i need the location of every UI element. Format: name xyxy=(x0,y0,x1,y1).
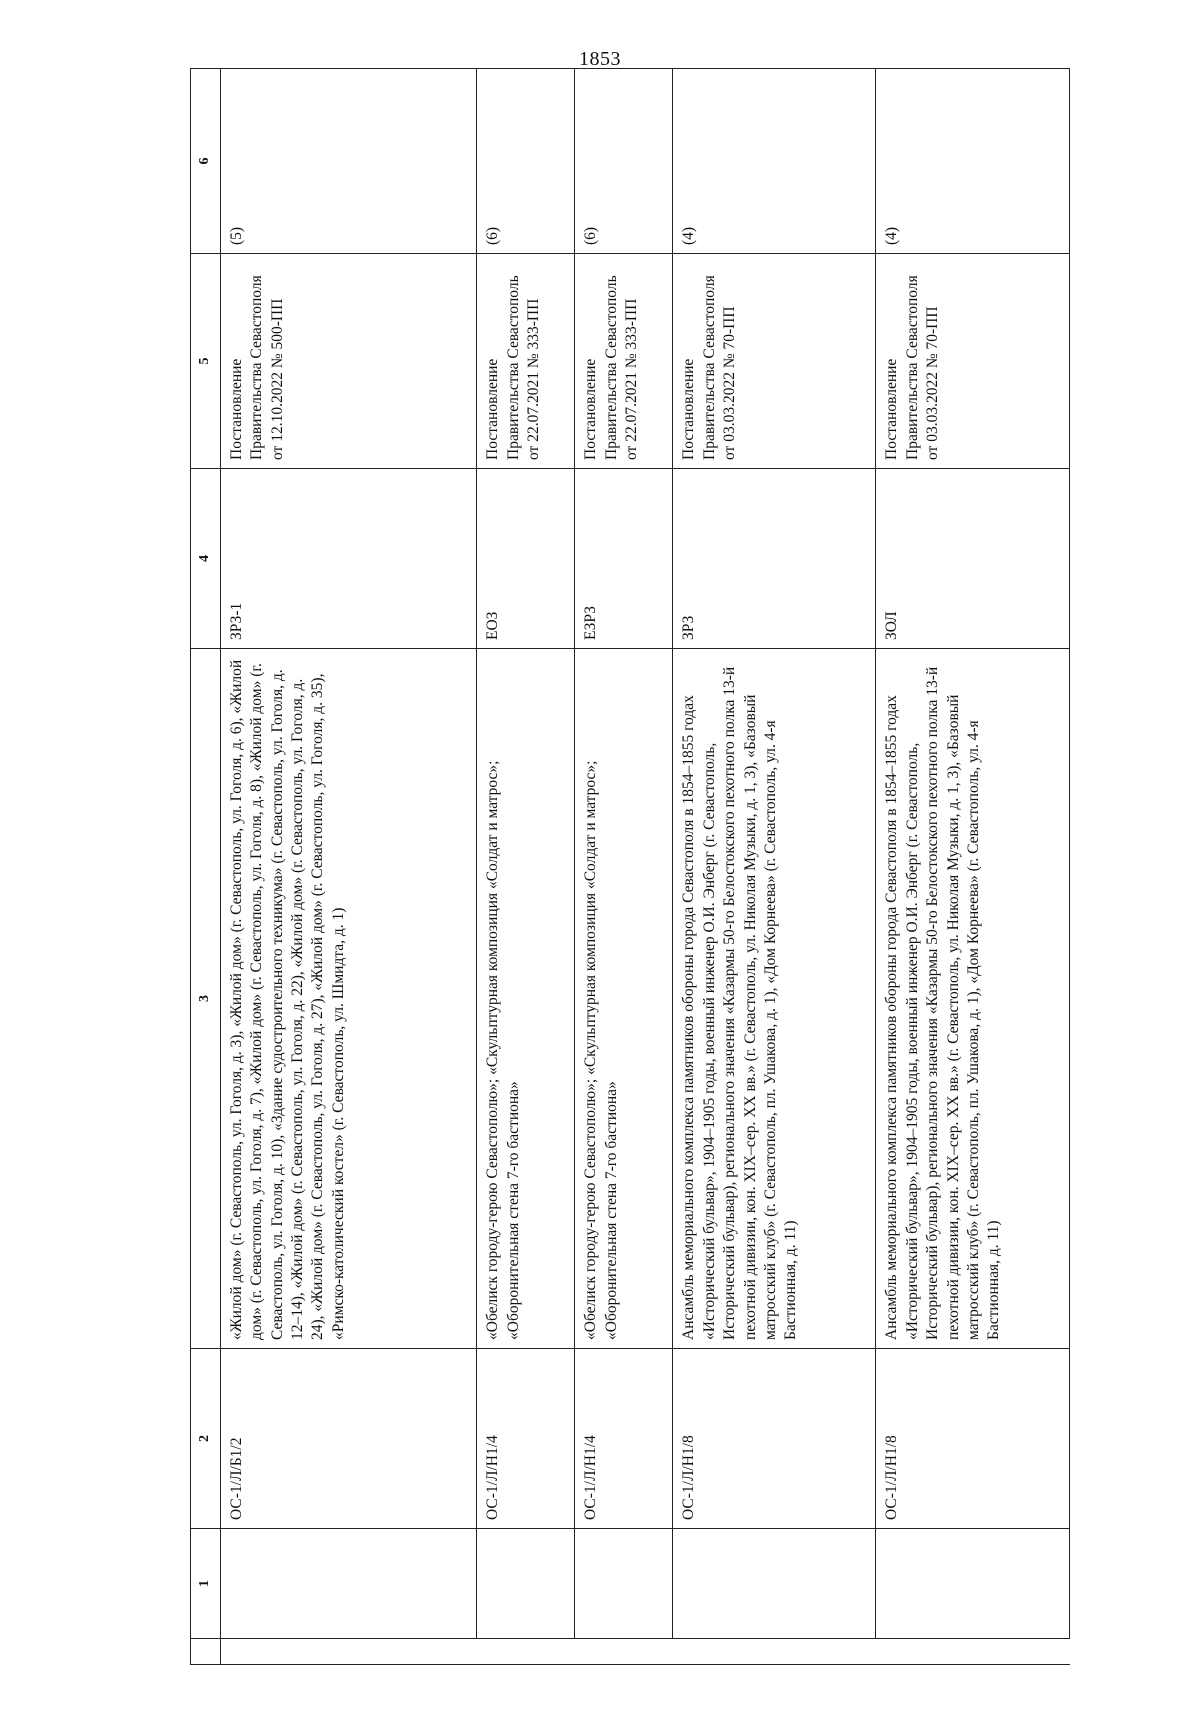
header-col-3: 3 xyxy=(191,649,221,1349)
cell-col6: (5) xyxy=(220,69,477,254)
header-col-6: 6 xyxy=(191,69,221,254)
cell-col1 xyxy=(876,1529,1070,1639)
cell-col6: (6) xyxy=(477,69,575,254)
cell-col1 xyxy=(220,1529,477,1639)
row-margin-cell xyxy=(477,1639,575,1665)
header-col-1: 1 xyxy=(191,1529,221,1639)
cell-col2: ОС-1/Л/Н1/8 xyxy=(876,1349,1070,1529)
cell-col3: Ансамбль мемориального комплекса памятников обороны города Севастополя в 1854–1855 годах «Исторический бульвар», 1904–1905 годы, военный инженер О.И. Энберг (г. Севастополь, Исторический бульвар), регионального значения «Казармы 50-го Белостокского пехотного полка 13-й пехотной дивизии, кон. XIX–сер. XX вв.» (г. Севастополь, ул. Николая Музыки, д. 1, 3), «Базовый матросский клуб» (г. Севастополь, пл. Ушакова, д. 1), «Дом Корнеева» (г. Севастополь, ул. 4-я Бастионная, д. 11) xyxy=(876,649,1070,1349)
cell-col6: (6) xyxy=(575,69,673,254)
cell-col1 xyxy=(477,1529,575,1639)
cell-col3: Ансамбль мемориального комплекса памятников обороны города Севастополя в 1854–1855 годах «Исторический бульвар», 1904–1905 годы, военный инженер О.И. Энберг (г. Севастополь, Исторический бульвар), регионального значения «Казармы 50-го Белостокского пехотного полка 13-й пехотной дивизии, кон. XIX–сер. XX вв.» (г. Севастополь, ул. Николая Музыки, д. 1, 3), «Базовый матросский клуб» (г. Севастополь, пл. Ушакова, д. 1), «Дом Корнеева» (г. Севастополь, ул. 4-я Бастионная, д. 11) xyxy=(673,649,876,1349)
table-row xyxy=(876,69,1070,1665)
cell-col4: ЕОЗ xyxy=(477,469,575,649)
table-row xyxy=(220,69,477,1665)
cell-col2: ОС-1/Л/Б1/2 xyxy=(220,1349,477,1529)
cell-col2: ОС-1/Л/Н1/4 xyxy=(477,1349,575,1529)
cell-col5: Постановление Правительства Севастополь от 22.07.2021 № 333-ПП xyxy=(575,254,673,469)
cell-col5: Постановление Правительства Севастополя от 03.03.2022 № 70-ПП xyxy=(673,254,876,469)
cell-col4: ЗРЗ xyxy=(673,469,876,649)
header-corner xyxy=(191,1639,221,1665)
row-margin-cell xyxy=(876,1639,1070,1665)
rotated-table-container xyxy=(190,95,1070,1665)
cell-col4: ЕЗРЗ xyxy=(575,469,673,649)
cell-col2: ОС-1/Л/Н1/4 xyxy=(575,1349,673,1529)
cell-col4: ЗРЗ-1 xyxy=(220,469,477,649)
cell-col2: ОС-1/Л/Н1/8 xyxy=(673,1349,876,1529)
cell-col5: Постановление Правительства Севастополя от 03.03.2022 № 70-ПП xyxy=(876,254,1070,469)
cell-col1 xyxy=(575,1529,673,1639)
header-col-4: 4 xyxy=(191,469,221,649)
cell-col1 xyxy=(673,1529,876,1639)
row-margin-cell xyxy=(575,1639,673,1665)
cell-col6: (4) xyxy=(876,69,1070,254)
cell-col4: ЗОЛ xyxy=(876,469,1070,649)
cell-col3: «Жилой дом» (г. Севастополь, ул. Гоголя, д. 3), «Жилой дом» (г. Севастополь, ул. Гоголя, д. 6), «Жилой дом» (г. Севастополь, ул. Гоголя, д. 7), «Жилой дом» (г. Севастополь, ул. Гоголя, д. 8), «Жилой дом» (г. Севастополь, ул. Гоголя, д. 10), «Здание судостроительного техникума» (г. Севастополь, ул. Гоголя, д. 12–14), «Жилой дом» (г. Севастополь, ул. Гоголя, д. 22), «Жилой дом» (г. Севастополь, ул. Гоголя, д. 24), «Жилой дом» (г. Севастополь, ул. Гоголя, д. 27), «Жилой дом» (г. Севастополь, ул. Гоголя, д. 35), «Римско-католический костел» (г. Севастополь, ул. Шмидта, д. 1) xyxy=(220,649,477,1349)
table-row xyxy=(575,69,673,1665)
cell-col3: «Обелиск городу-герою Севастополю»; «Скульптурная композиция «Солдат и матрос»; «Оборонительная стена 7-го бастиона» xyxy=(575,649,673,1349)
cell-col6: (4) xyxy=(673,69,876,254)
cell-col3: «Обелиск городу-герою Севастополю»; «Скульптурная композиция «Солдат и матрос»; «Оборонительная стена 7-го бастиона» xyxy=(477,649,575,1349)
page-number: 1853 xyxy=(579,48,621,70)
header-col-5: 5 xyxy=(191,254,221,469)
header-row xyxy=(191,69,221,1665)
table-row xyxy=(673,69,876,1665)
zones-table xyxy=(190,68,1070,1665)
header-col-2: 2 xyxy=(191,1349,221,1529)
row-margin-cell xyxy=(673,1639,876,1665)
cell-col5: Постановление Правительства Севастополь от 22.07.2021 № 333-ПП xyxy=(477,254,575,469)
table-row xyxy=(477,69,575,1665)
row-margin-cell xyxy=(220,1639,477,1665)
cell-col5: Постановление Правительства Севастополя от 12.10.2022 № 500-ПП xyxy=(220,254,477,469)
